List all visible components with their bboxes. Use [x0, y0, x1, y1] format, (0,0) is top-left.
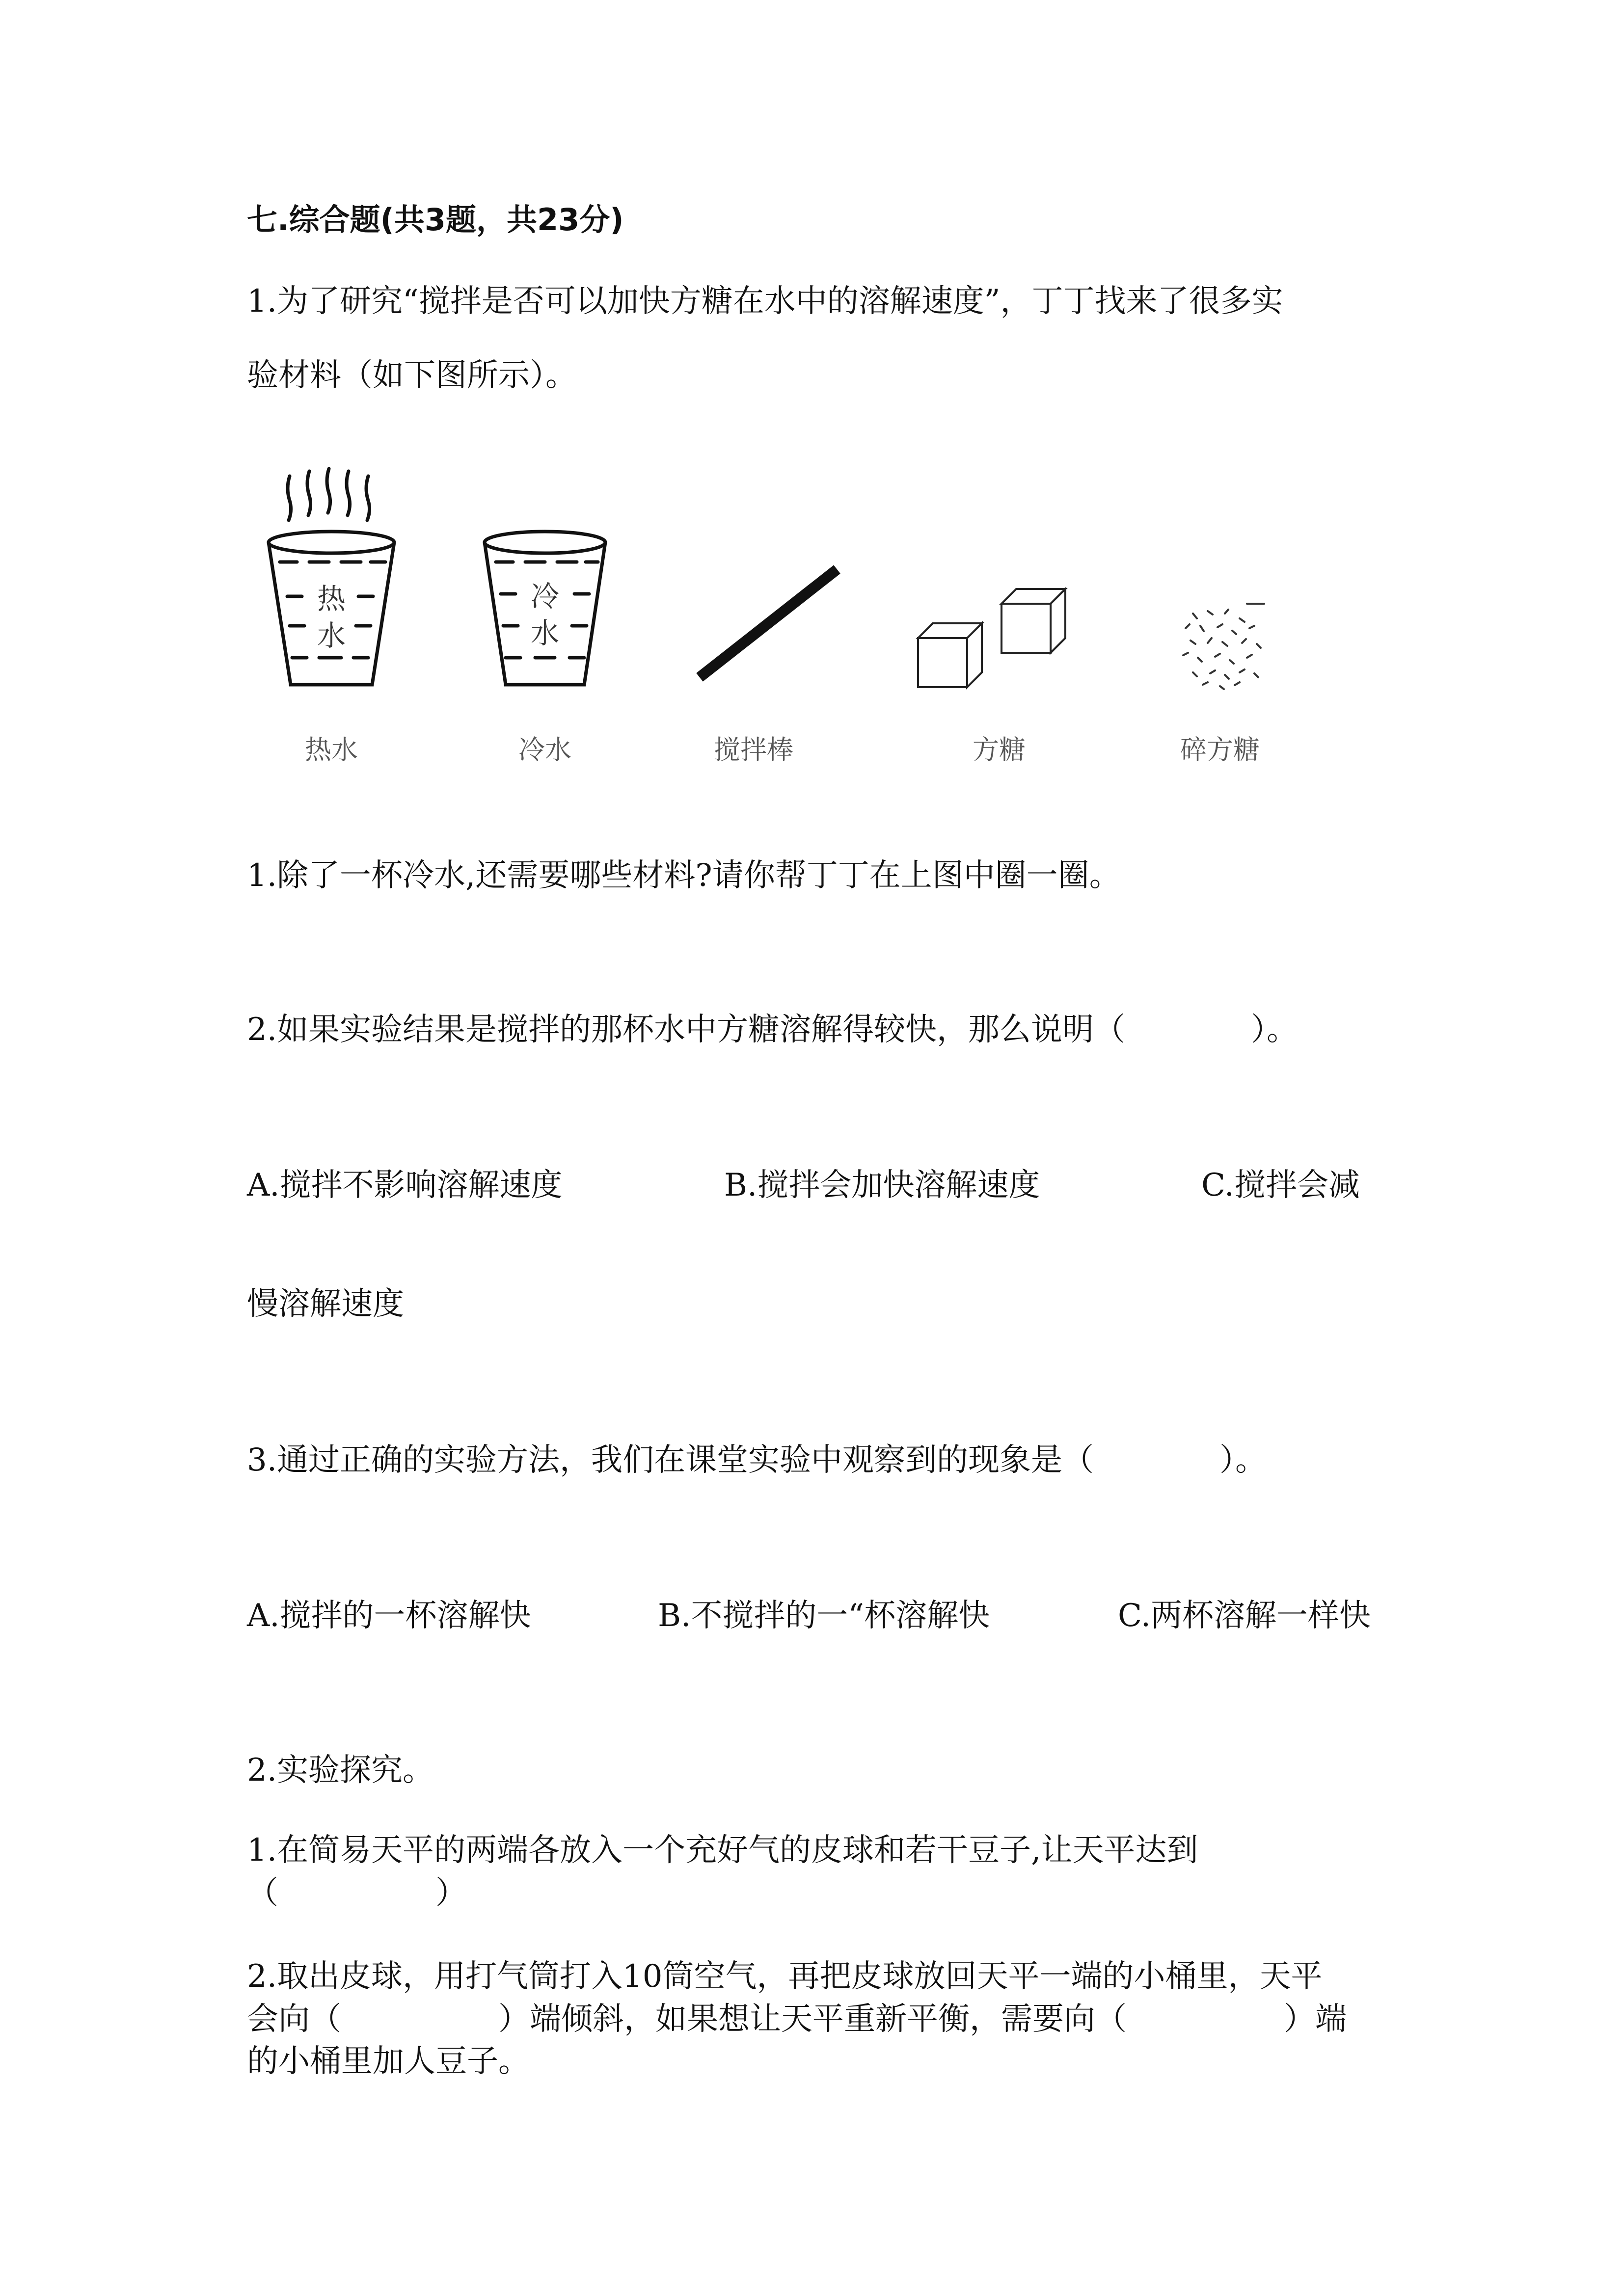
sub-3-option-c[interactable]: C.两杯溶解一样快	[1118, 1598, 1371, 1634]
question-2-sub-2-line-1: 2.取出皮球，用打气筒打入10筒空气，再把皮球放回天平一端的小桶里，天平	[247, 1958, 1323, 1995]
sub-2-option-b[interactable]: B.搅拌会加快溶解速度	[724, 1167, 1040, 1203]
question-1-intro-line-1: 1.为了研究“搅拌是否可以加快方糖在水中的溶解速度”，丁丁找来了很多实	[247, 283, 1283, 320]
question-2-title: 2.实验探究。	[247, 1752, 434, 1789]
question-1-sub-1: 1.除了一杯冷水,还需要哪些材料?请你帮丁丁在上图中圈一圈。	[247, 857, 1121, 894]
cold-water-cup-icon[interactable]	[474, 528, 616, 697]
hot-water-cup-icon[interactable]	[260, 461, 403, 697]
sub-2-option-c[interactable]: C.搅拌会减	[1201, 1167, 1360, 1203]
question-1-sub-2: 2.如果实验结果是搅拌的那杯水中方糖溶解得较快，那么说明（ ）。	[247, 1012, 1299, 1048]
question-1-sub-3: 3.通过正确的实验方法，我们在课堂实验中观察到的现象是（ ）。	[247, 1442, 1267, 1478]
cold-cup-text-1: 冷	[530, 580, 560, 613]
stirring-rod-label: 搅拌棒	[714, 734, 793, 765]
crushed-sugar-icon[interactable]	[1173, 599, 1272, 692]
question-1-intro-line-2: 验材料（如下图所示）。	[247, 357, 577, 394]
hot-water-label: 热水	[305, 734, 358, 765]
sub-2-option-a[interactable]: A.搅拌不影响溶解速度	[247, 1167, 563, 1203]
question-2-sub-1-line-1: 1.在简易天平的两端各放入一个充好气的皮球和若干豆子,让天平达到	[247, 1832, 1198, 1869]
stirring-rod-icon[interactable]	[690, 560, 847, 687]
materials-figure	[245, 461, 1301, 775]
sugar-cubes-label: 方糖	[973, 734, 1026, 765]
hot-cup-text-1: 热	[317, 582, 346, 615]
question-2-sub-1-line-2: （ ）	[247, 1875, 467, 1911]
hot-cup-text-2: 水	[317, 619, 346, 652]
question-2-sub-2-line-2: 会向（ ）端倾斜，如果想让天平重新平衡，需要向（ ）端	[247, 2001, 1347, 2037]
sub-2-option-c-continued: 慢溶解速度	[247, 1286, 404, 1322]
sugar-cubes-icon[interactable]	[913, 584, 1090, 697]
cold-cup-text-2: 水	[530, 616, 560, 650]
cold-water-label: 冷水	[518, 734, 571, 765]
section-title: 七.综合题(共3题，共23分)	[247, 202, 624, 238]
question-2-sub-2-line-3: 的小桶里加人豆子。	[247, 2043, 530, 2080]
crushed-sugar-label: 碎方糖	[1180, 734, 1260, 765]
sub-3-option-b[interactable]: B.不搅拌的一“杯溶解快	[658, 1598, 990, 1634]
sub-3-option-a[interactable]: A.搅拌的一杯溶解快	[247, 1598, 531, 1634]
